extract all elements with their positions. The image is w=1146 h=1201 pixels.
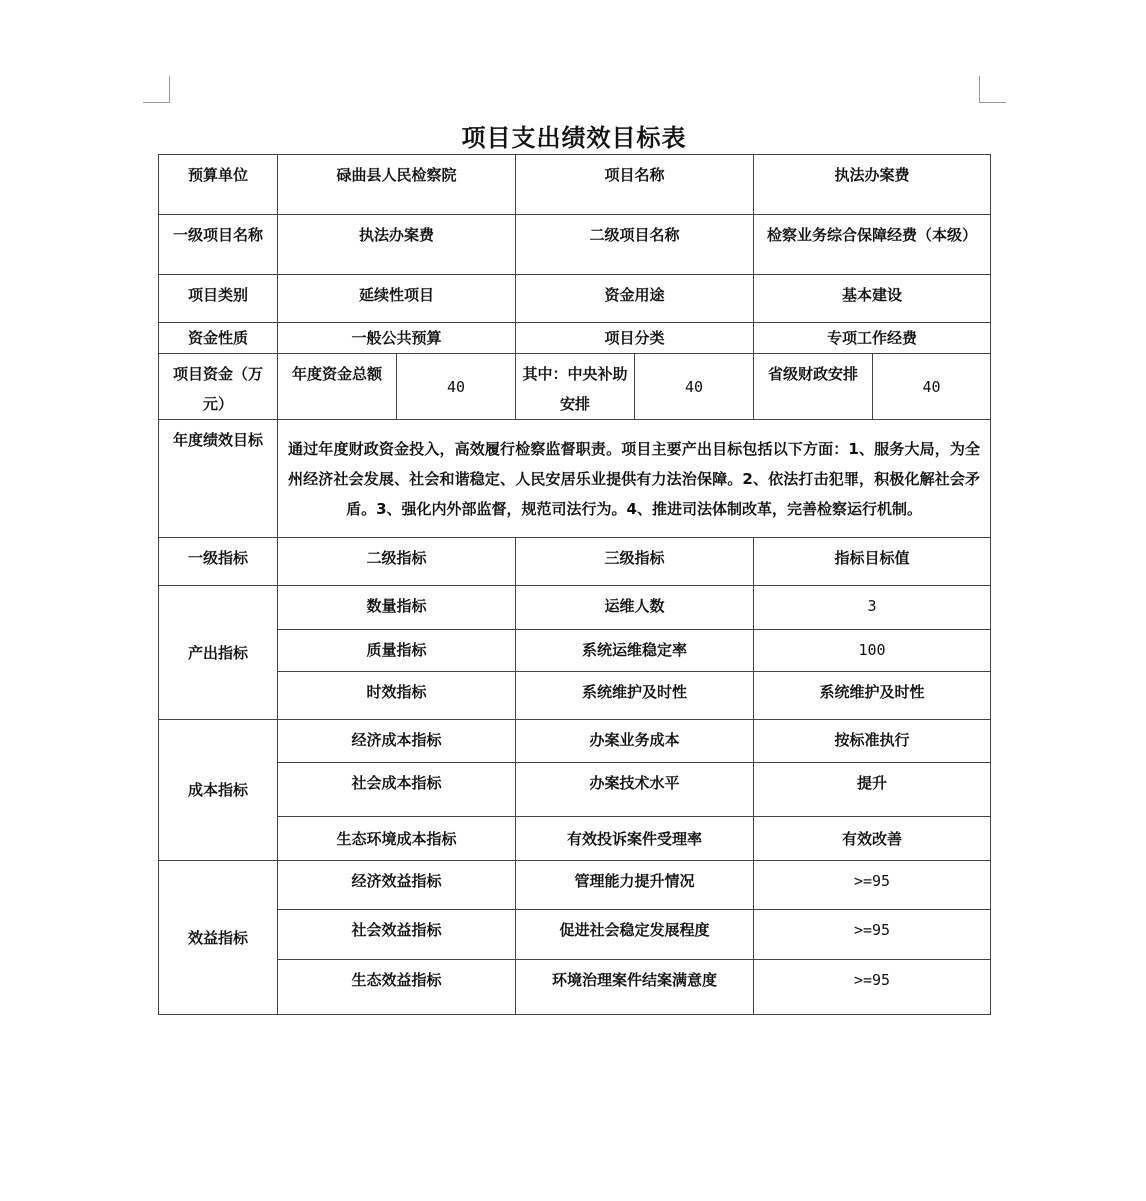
indicator-target: 系统维护及时性 bbox=[754, 672, 991, 720]
header-target: 指标目标值 bbox=[754, 538, 991, 586]
indicator-level2: 数量指标 bbox=[278, 586, 516, 630]
indicator-row bbox=[159, 672, 991, 720]
project-type-label: 项目类别 bbox=[159, 275, 278, 323]
indicator-row bbox=[159, 720, 991, 763]
indicator-level3: 系统运维稳定率 bbox=[516, 630, 754, 672]
indicator-target: >=95 bbox=[754, 960, 991, 1015]
level1-project-label: 一级项目名称 bbox=[159, 215, 278, 275]
indicator-level2: 生态效益指标 bbox=[278, 960, 516, 1015]
indicator-level2: 社会效益指标 bbox=[278, 910, 516, 960]
annual-total-value: 40 bbox=[397, 354, 516, 420]
basic-info-row-3 bbox=[159, 275, 991, 323]
indicator-level3: 办案技术水平 bbox=[516, 763, 754, 817]
indicator-target: 3 bbox=[754, 586, 991, 630]
document-title: 项目支出绩效目标表 bbox=[461, 124, 687, 152]
indicator-level2: 生态环境成本指标 bbox=[278, 817, 516, 861]
indicator-level3: 促进社会稳定发展程度 bbox=[516, 910, 754, 960]
basic-info-row-4 bbox=[159, 323, 991, 354]
provincial-label: 省级财政安排 bbox=[754, 354, 873, 420]
indicator-level2: 时效指标 bbox=[278, 672, 516, 720]
project-category-label: 项目分类 bbox=[516, 323, 754, 354]
indicator-level2: 质量指标 bbox=[278, 630, 516, 672]
fund-usage-label: 资金用途 bbox=[516, 275, 754, 323]
budget-unit-value: 碌曲县人民检察院 bbox=[278, 155, 516, 215]
provincial-value: 40 bbox=[873, 354, 991, 420]
indicator-level3: 环境治理案件结案满意度 bbox=[516, 960, 754, 1015]
indicator-target: >=95 bbox=[754, 861, 991, 910]
annual-goal-label: 年度绩效目标 bbox=[159, 420, 278, 538]
indicator-row bbox=[159, 630, 991, 672]
indicator-row bbox=[159, 763, 991, 817]
indicator-group-name: 效益指标 bbox=[159, 861, 278, 1015]
crop-mark-top-left bbox=[143, 76, 170, 103]
indicator-target: 100 bbox=[754, 630, 991, 672]
indicator-target: >=95 bbox=[754, 910, 991, 960]
header-level2: 二级指标 bbox=[278, 538, 516, 586]
indicator-target: 按标准执行 bbox=[754, 720, 991, 763]
project-funds-label: 项目资金（万元） bbox=[159, 354, 278, 420]
header-level3: 三级指标 bbox=[516, 538, 754, 586]
indicator-level3: 管理能力提升情况 bbox=[516, 861, 754, 910]
budget-unit-label: 预算单位 bbox=[159, 155, 278, 215]
indicator-level3: 运维人数 bbox=[516, 586, 754, 630]
project-type-value: 延续性项目 bbox=[278, 275, 516, 323]
indicator-level2: 社会成本指标 bbox=[278, 763, 516, 817]
indicator-row bbox=[159, 861, 991, 910]
basic-info-row-1 bbox=[159, 155, 991, 215]
level1-project-value: 执法办案费 bbox=[278, 215, 516, 275]
performance-target-table bbox=[158, 154, 991, 1015]
level2-project-value: 检察业务综合保障经费（本级） bbox=[754, 215, 991, 275]
central-subsidy-value: 40 bbox=[635, 354, 754, 420]
indicator-level3: 系统维护及时性 bbox=[516, 672, 754, 720]
level2-project-label: 二级项目名称 bbox=[516, 215, 754, 275]
indicator-row bbox=[159, 817, 991, 861]
indicator-header-row bbox=[159, 538, 991, 586]
indicator-row bbox=[159, 960, 991, 1015]
funds-row bbox=[159, 354, 991, 420]
annual-total-label: 年度资金总额 bbox=[278, 354, 397, 420]
project-name-label: 项目名称 bbox=[516, 155, 754, 215]
indicator-target: 提升 bbox=[754, 763, 991, 817]
project-name-value: 执法办案费 bbox=[754, 155, 991, 215]
indicator-level2: 经济效益指标 bbox=[278, 861, 516, 910]
indicator-level3: 有效投诉案件受理率 bbox=[516, 817, 754, 861]
indicator-group-name: 产出指标 bbox=[159, 586, 278, 720]
annual-goal-row bbox=[159, 420, 991, 538]
central-subsidy-label: 其中：中央补助安排 bbox=[516, 354, 635, 420]
fund-usage-value: 基本建设 bbox=[754, 275, 991, 323]
indicator-row bbox=[159, 586, 991, 630]
fund-nature-value: 一般公共预算 bbox=[278, 323, 516, 354]
indicator-level3: 办案业务成本 bbox=[516, 720, 754, 763]
fund-nature-label: 资金性质 bbox=[159, 323, 278, 354]
crop-mark-top-right bbox=[979, 76, 1006, 103]
basic-info-row-2 bbox=[159, 215, 991, 275]
indicator-target: 有效改善 bbox=[754, 817, 991, 861]
indicator-group-name: 成本指标 bbox=[159, 720, 278, 861]
annual-goal-text: 通过年度财政资金投入，高效履行检察监督职责。项目主要产出目标包括以下方面：1、服务大局，为全州经济社会发展、社会和谐稳定、人民安居乐业提供有力法治保障。2、依法打击犯罪，积极化解社会矛盾。3、强化内外部监督，规范司法行为。4、推进司法体制改革，完善检察运行机制。 bbox=[278, 420, 991, 538]
header-level1: 一级指标 bbox=[159, 538, 278, 586]
project-category-value: 专项工作经费 bbox=[754, 323, 991, 354]
indicator-level2: 经济成本指标 bbox=[278, 720, 516, 763]
indicator-row bbox=[159, 910, 991, 960]
